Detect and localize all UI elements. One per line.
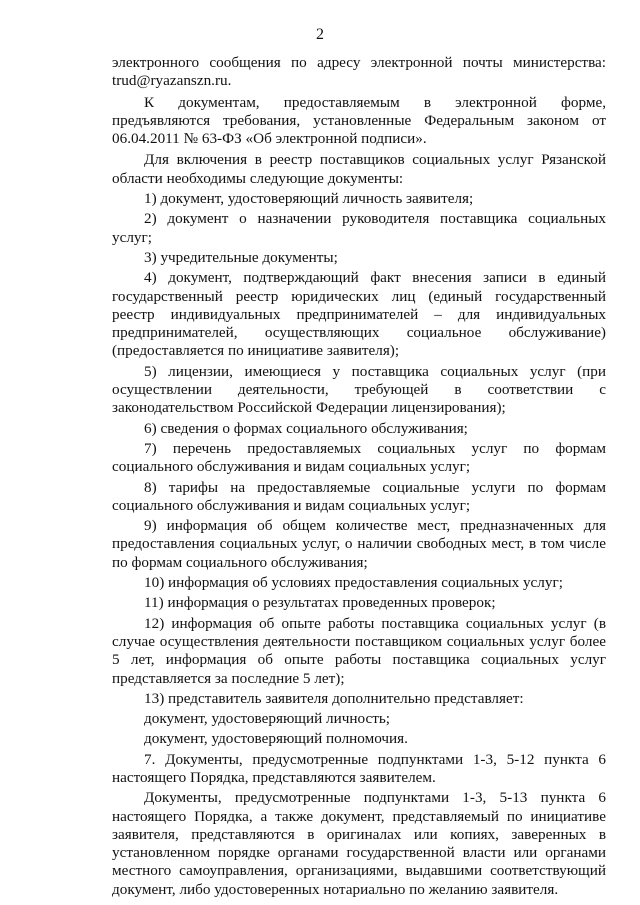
paragraph-electronic-signature: К документам, предоставляемым в электронной форме, предъявляются требования, установленные Федеральным законом от 06.04.2011 № 63-ФЗ «Об электронной подписи». xyxy=(112,93,606,148)
list-item-7: 7) перечень предоставляемых социальных услуг по формам социального обслуживания и видам социальных услуг; xyxy=(112,439,606,476)
list-item-9: 9) информация об общем количестве мест, предназначенных для предоставления социальных услуг, о наличии свободных мест, в том числе по формам социального обслуживания; xyxy=(112,517,606,571)
list-item-6: 6) сведения о формах социального обслуживания; xyxy=(144,419,468,437)
page-number: 2 xyxy=(316,26,324,43)
list-item-11: 11) информация о результатах проведенных проверок; xyxy=(144,594,496,612)
document-body xyxy=(112,54,606,899)
list-item-4: 4) документ, подтверждающий факт внесения записи в единый государственный реестр юридических лиц (единый государственный реестр индивидуальных предпринимателей – для индивидуальных предпринимателей, осуществляющих социальное обслуживание) (предоставляется по инициативе заявителя); xyxy=(112,269,606,360)
list-item-1: 1) документ, удостоверяющий личность заявителя; xyxy=(144,190,474,208)
list-item-8: 8) тарифы на предоставляемые социальные услуги по формам социального обслуживания и видам социальных услуг; xyxy=(112,478,606,514)
paragraph-certified-copies: Документы, предусмотренные подпунктами 1-3, 5-13 пункта 6 настоящего Порядка, а также документ, представляемый по инициативе заявителя, представляются в оригиналах или копиях, заверенных в установленном порядке органами государственной власти или органами местного самоуправления, организациями, выдавшими соответствующий документ, либо удостоверенных нотариально по желанию заявителя. xyxy=(112,789,606,898)
list-item-10: 10) информация об условиях предоставления социальных услуг; xyxy=(144,574,563,592)
paragraph-clause-7: 7. Документы, предусмотренные подпунктами 1-3, 5-12 пункта 6 настоящего Порядка, представляются заявителем. xyxy=(112,750,606,786)
list-item-12: 12) информация об опыте работы поставщика социальных услуг (в случае осуществления деятельности поставщиком социальных услуг более 5 лет, информация об опыте работы поставщика социальных услуг представляется за последние 5 лет); xyxy=(112,614,606,687)
paragraph-email-continuation: электронного сообщения по адресу электронной почты министерства: trud@ryazanszn.ru. xyxy=(112,54,606,90)
list-item-2: 2) документ о назначении руководителя поставщика социальных услуг; xyxy=(112,210,606,246)
list-item-5: 5) лицензии, имеющиеся у поставщика социальных услуг (при осуществлении деятельности, требующей в соответствии с законодательством Российской Федерации лицензирования); xyxy=(112,362,606,417)
list-item-13: 13) представитель заявителя дополнительно представляет: xyxy=(144,689,524,707)
paragraph-required-documents-intro: Для включения в реестр поставщиков социальных услуг Рязанской области необходимы следующие документы: xyxy=(112,151,606,187)
list-item-13-authority: документ, удостоверяющий полномочия. xyxy=(144,730,408,748)
list-item-13-identity: документ, удостоверяющий личность; xyxy=(144,710,391,728)
list-item-3: 3) учредительные документы; xyxy=(144,248,338,266)
